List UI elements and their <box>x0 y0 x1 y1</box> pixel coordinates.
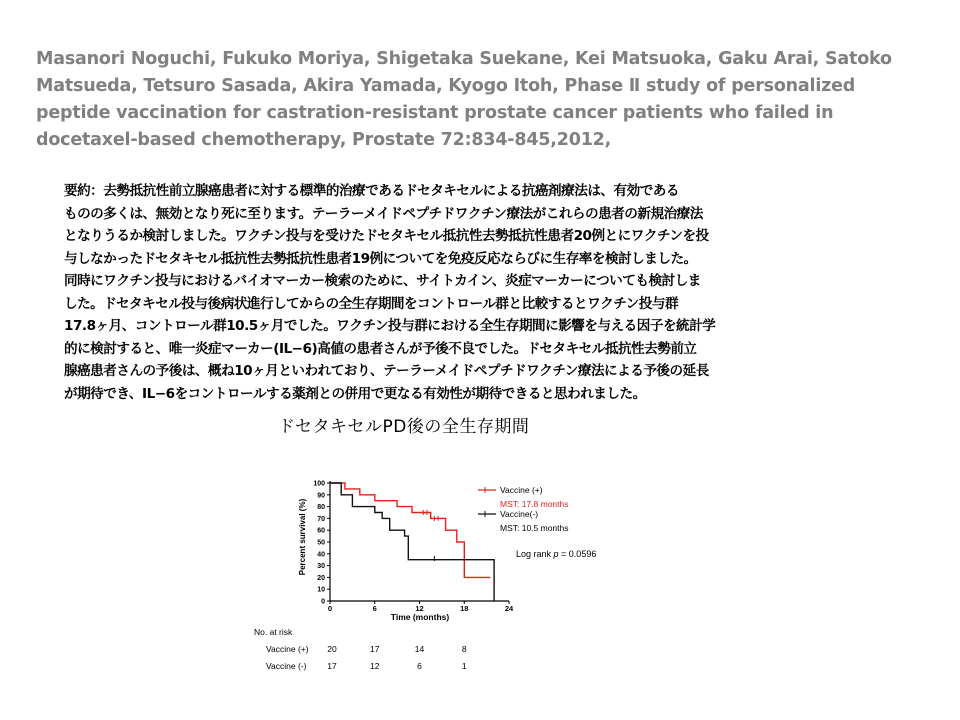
summary-line: 腺癌患者さんの予後は、概ね10ヶ月といわれており、テーラーメイドペプチドワクチン療法による予後の延長 <box>64 363 709 379</box>
survival-curve-0 <box>330 483 490 577</box>
summary-line: 要約：去勢抵抗性前立腺癌患者に対する標準的治療であるドセタキセルによる抗癌剤療法は、有効である <box>64 183 679 199</box>
survival-curves <box>330 483 494 601</box>
y-tick-label: 70 <box>317 515 325 523</box>
summary-line: が期待でき、IL−6をコントロールする薬剤との併用で更なる有効性が期待できると思われました。 <box>64 385 646 402</box>
x-tick-label: 24 <box>504 604 514 613</box>
y-tick-label: 80 <box>317 504 325 512</box>
summary-line: した。ドセタキセル投与後病状進行してからの全生存期間をコントロール群と比較するとワクチン投与群 <box>64 295 679 312</box>
risk-value: 12 <box>370 661 380 671</box>
x-axis-label: Time (months) <box>390 612 450 622</box>
y-tick-label: 50 <box>317 539 325 547</box>
y-tick-label: 30 <box>317 563 325 571</box>
citation-text: Masanori Noguchi, Fukuko Moriya, Shigetaka Suekane, Kei Matsuoka, Gaku Arai, Satoko Matsueda, Tetsuro Sasada, Akira Yamada, Kyogo Itoh, Phase Ⅱ study of personalized peptide vaccination for castration-resistant prostate cancer patients who failed in docetaxel-based chemotherapy, Prostate 72:834-845,2012, <box>36 49 892 150</box>
mst-vaccine-plus: MST: 17.8 months <box>500 499 569 509</box>
risk-row-label: Vaccine (-) <box>266 661 307 671</box>
summary-line: ものの多くは、無効となり死に至ります。テーラーメイドペプチドワクチン療法がこれらの患者の新規治療法 <box>64 205 703 222</box>
risk-value: 17 <box>370 644 380 654</box>
risk-value: 6 <box>417 661 422 671</box>
y-axis-label: Percent survival (%) <box>298 498 307 576</box>
chart-axes <box>313 481 514 614</box>
legend-label-vaccine-minus: Vaccine(-) <box>500 509 539 519</box>
summary-line: 17.8ヶ月、コントロール群10.5ヶ月でした。ワクチン投与群における全生存期間に影響を与える因子を統計学 <box>64 318 716 334</box>
x-tick-label: 6 <box>372 604 377 613</box>
summary-line: 与しなかったドセタキセル抵抗性去勢抵抗性患者19例についてを免疫反応ならびに生存率を検討しました。 <box>64 250 697 267</box>
y-tick-label: 100 <box>313 480 325 488</box>
survival-curve-1 <box>330 483 494 601</box>
x-tick-label: 0 <box>327 604 333 613</box>
logrank-annotation: Log rank p = 0.0596 <box>516 549 597 559</box>
y-tick-label: 10 <box>317 586 325 594</box>
risk-table <box>254 627 467 671</box>
y-tick-label: 40 <box>317 551 325 559</box>
risk-value: 1 <box>461 661 467 671</box>
legend-label-vaccine-plus: Vaccine (+) <box>500 485 543 495</box>
summary-line: 同時にワクチン投与におけるバイオマーカー検索のために、サイトカイン、炎症マーカーについても検討しま <box>64 273 701 289</box>
summary-line: となりうるか検討しました。ワクチン投与を受けたドセタキセル抵抗性去勢抵抗性患者20例とにワクチンを投 <box>64 228 709 244</box>
risk-value: 17 <box>327 661 337 671</box>
risk-table-header: No. at risk <box>254 627 293 637</box>
risk-value: 8 <box>461 644 467 654</box>
mst-vaccine-minus: MST: 10.5 months <box>500 523 569 533</box>
y-tick-label: 0 <box>321 598 325 606</box>
risk-value: 14 <box>414 644 425 654</box>
x-tick-label: 12 <box>415 604 424 613</box>
y-tick-label: 90 <box>317 492 325 500</box>
x-tick-label: 18 <box>460 604 469 613</box>
risk-value: 20 <box>327 644 337 654</box>
y-tick-label: 20 <box>317 574 325 582</box>
chart-legend <box>478 485 569 533</box>
y-tick-label: 60 <box>317 527 325 535</box>
figure-title: ドセタキセルPD後の全生存期間 <box>278 417 530 437</box>
summary-line: 的に検討すると、唯一炎症マーカー(IL−6)高値の患者さんが予後不良でした。ドセタキセル抵抗性去勢前立 <box>64 340 697 357</box>
risk-row-label: Vaccine (+) <box>266 644 309 654</box>
